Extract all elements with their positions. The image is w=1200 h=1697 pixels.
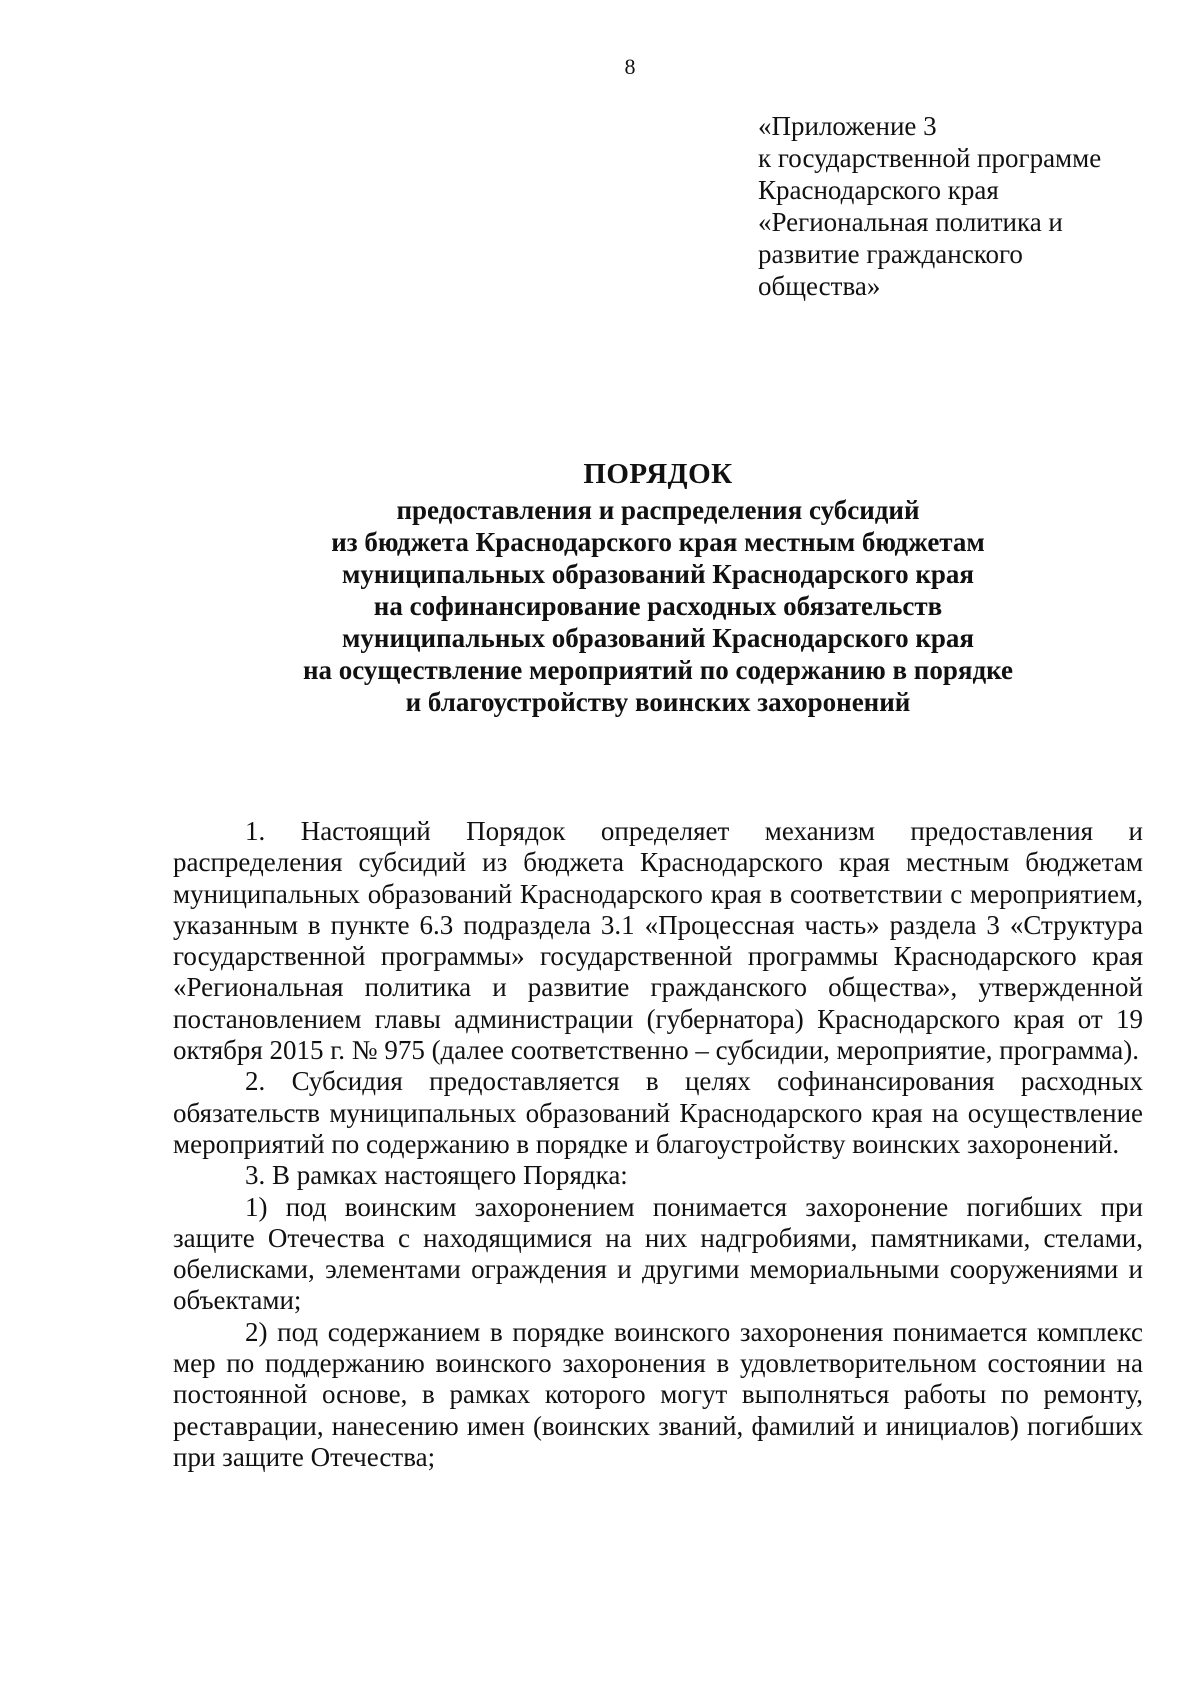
document-title: ПОРЯДОК	[583, 458, 733, 490]
subtitle-line: и благоустройству воинских захоронений	[405, 687, 911, 717]
subtitle-line: на осуществление мероприятий по содержанию в порядке	[302, 655, 1014, 685]
document-body	[173, 816, 1143, 1473]
appendix-line: развитие гражданского	[758, 239, 1023, 269]
appendix-line: общества»	[758, 271, 881, 301]
appendix-note	[758, 110, 1178, 302]
appendix-line: «Приложение 3	[758, 111, 937, 141]
paragraph-3: 3. В рамках настоящего Порядка:	[245, 1160, 628, 1191]
paragraph-3-item-2: 2) под содержанием в порядке воинского захоронения понимается комплекс мер по поддержанию воинского захоронения в удовлетворительном состоянии на постоянной основе, в рамках которого могут выполняться работы по ремонту, реставрации, нанесению имен (воинских званий, фамилий и инициалов) погибших при защите Отечества;	[173, 1316, 1143, 1472]
page-number: 8	[624, 54, 636, 79]
paragraph-1: 1. Настоящий Порядок определяет механизм предоставления и распределения субсидий из бюджета Краснодарского края местным бюджетам муниципальных образований Краснодарского края в соответствии с мероприятием, указанным в пункте 6.3 подраздела 3.1 «Процессная часть» раздела 3 «Структура государственной программы» государственной программы Краснодарского края «Региональная политика и развитие гражданского общества», утвержденной постановлением главы администрации (губернатора) Краснодарского края от 19 октября 2015 г. № 975 (далее соответственно – субсидии, мероприятие, программа).	[173, 816, 1143, 1066]
paragraph-3-item-1: 1) под воинским захоронением понимается захоронение погибших при защите Отечества с находящимися на них надгробиями, памятниками, стелами, обелисками, элементами ограждения и другими мемориальными сооружениями и объектами;	[173, 1191, 1143, 1316]
appendix-line: «Региональная политика и	[758, 207, 1063, 237]
subtitle-line: муниципальных образований Краснодарского края	[342, 559, 974, 589]
appendix-line: к государственной программе	[758, 143, 1102, 173]
subtitle-line: муниципальных образований Краснодарского края	[342, 623, 974, 653]
subtitle-line: из бюджета Краснодарского края местным бюджетам	[331, 527, 985, 557]
appendix-line: Краснодарского края	[758, 175, 999, 205]
paragraph-2: 2. Субсидия предоставляется в целях софинансирования расходных обязательств муниципальных образований Краснодарского края на осуществление мероприятий по содержанию в порядке и благоустройству воинских захоронений.	[173, 1066, 1143, 1159]
subtitle-line: на софинансирование расходных обязательств	[373, 591, 943, 621]
subtitle-line: предоставления и распределения субсидий	[396, 495, 920, 525]
document-heading	[173, 458, 1143, 718]
